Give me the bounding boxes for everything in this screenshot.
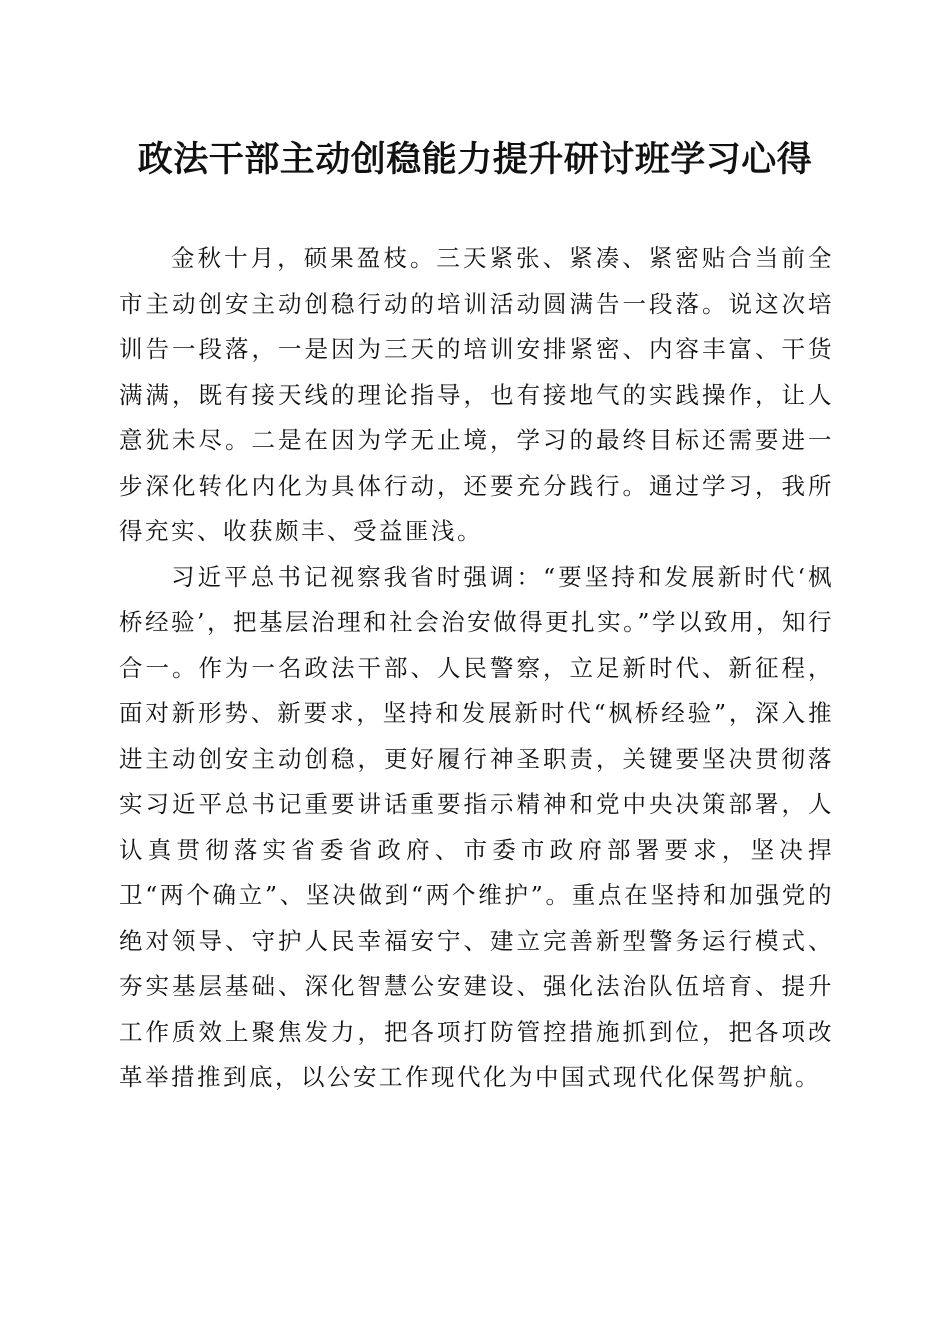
paragraph-2: 习近平总书记视察我省时强调：“要坚持和发展新时代‘枫桥经验’，把基层治理和社会治安做得更扎实。”学以致用，知行合一。作为一名政法干部、人民警察，立足新时代、新征程，面对新形势、新要求，坚持和发展新时代“枫桥经验”，深入推进主动创安主动创稳，更好履行神圣职责，关键要坚决贯彻落实习近平总书记重要讲话重要指示精神和党中央决策部署，人认真贯彻落实省委省政府、市委市政府部署要求，坚决捍卫“两个确立”、坚决做到“两个维护”。重点在坚持和加强党的绝对领导、守护人民幸福安宁、建立完善新型警务运行模式、夯实基层基础、深化智慧公安建设、强化法治队伍培育、提升工作质效上聚焦发力，把各项打防管控措施抓到位，把各项改革举措推到底，以公安工作现代化为中国式现代化保驾护航。 [119, 562, 834, 1091]
document-body [119, 236, 834, 1101]
paragraph-1: 金秋十月，硕果盈枝。三天紧张、紧凑、紧密贴合当前全市主动创安主动创稳行动的培训活动圆满告一段落。说这次培训告一段落，一是因为三天的培训安排紧密、内容丰富、干货满满，既有接天线的理论指导，也有接地气的实践操作，让人意犹未尽。二是在因为学无止境，学习的最终目标还需要进一步深化转化内化为具体行动，还要充分践行。通过学习，我所得充实、收获颇丰、受益匪浅。 [119, 244, 834, 545]
document-title: 政法干部主动创稳能力提升研讨班学习心得 [137, 139, 813, 180]
